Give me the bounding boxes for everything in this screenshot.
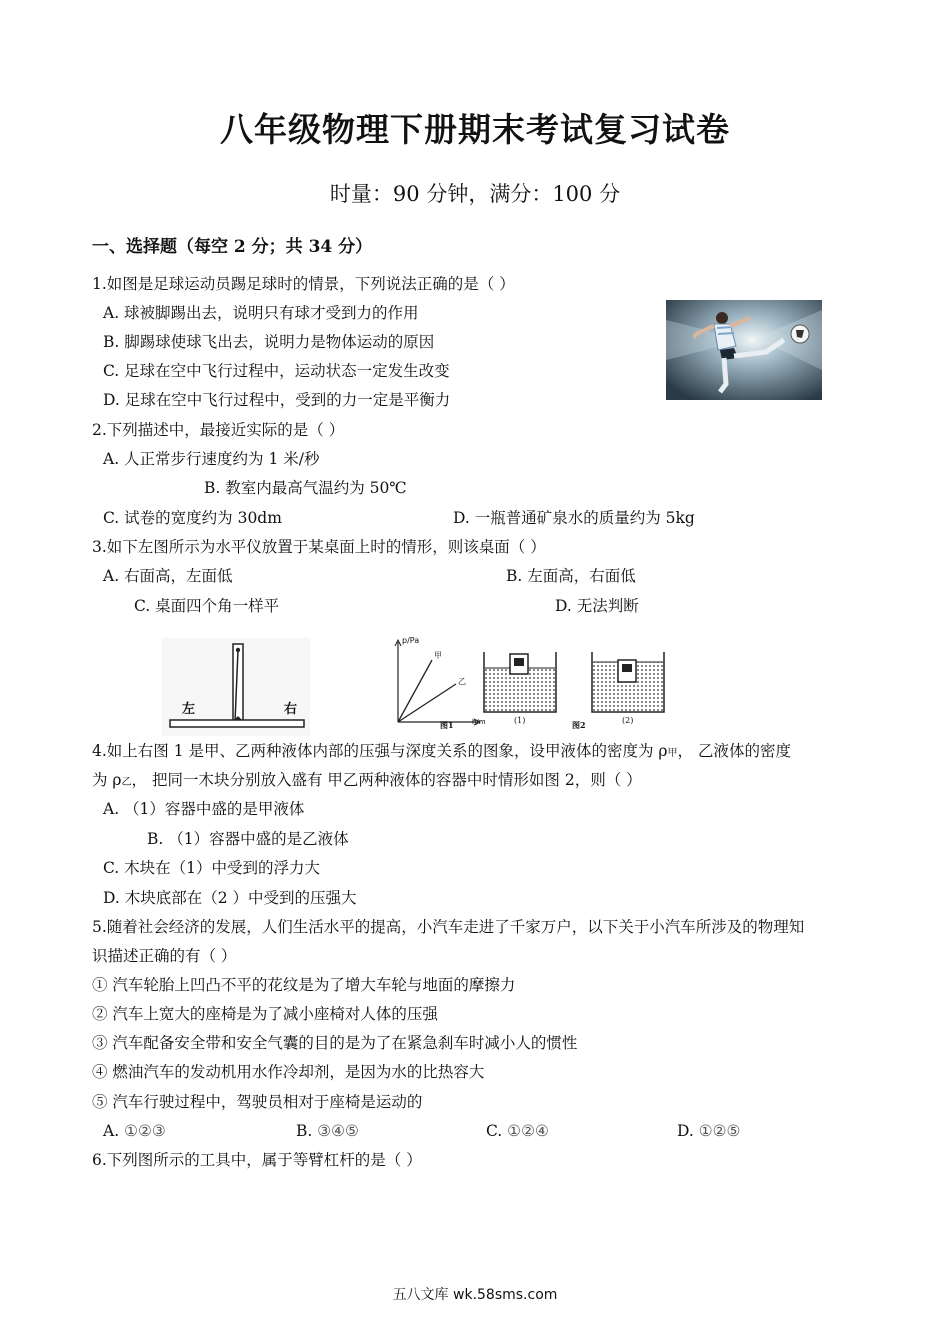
container2-label: (2) <box>622 716 634 725</box>
q3-option-b: B. 左面高，右面低 <box>506 567 636 585</box>
spirit-level-figure <box>162 638 310 736</box>
q5-option-b <box>296 1121 359 1141</box>
q4-option-d: D. 木块底部在（2 ）中受到的压强大 <box>103 889 357 907</box>
fig1-caption: 图1 <box>440 720 454 730</box>
q1-option-a: A. 球被脚踢出去，说明只有球才受到力的作用 <box>103 304 419 322</box>
pressure-axis-label: p/Pa <box>402 636 420 645</box>
soccer-player-photo <box>666 300 822 400</box>
q1-option-c: C. 足球在空中飞行过程中，运动状态一定发生改变 <box>103 362 450 380</box>
q4-option-a: A. （1）容器中盛的是甲液体 <box>103 800 305 818</box>
q5-stem-line1: 5.随着社会经济的发展，人们生活水平的提高，小汽车走进了千家万户，以下关于小汽车所涉及的物理知 <box>92 918 805 936</box>
q2-stem: 2.下列描述中，最接近实际的是（ ） <box>92 421 345 439</box>
q5-item-5: ⑤ 汽车行驶过程中，驾驶员相对于座椅是运动的 <box>92 1093 423 1111</box>
q4-stem2-tail: ， 把同一木块分别放入盛有 甲乙两种液体的容器中时情形如图 2，则（ ） <box>131 771 642 789</box>
q5-option-b-text: ③④⑤ <box>317 1122 359 1140</box>
q5-option-d <box>677 1121 740 1141</box>
page-title: 八年级物理下册期末考试复习试卷 <box>220 110 730 149</box>
q4-sub-jia: 甲 <box>667 748 678 759</box>
q5-option-d-label: D. <box>677 1122 694 1140</box>
line-jia-label: 甲 <box>434 651 442 660</box>
q5-option-a <box>103 1121 166 1141</box>
q2-option-a: A. 人正常步行速度约为 1 米/秒 <box>103 450 320 468</box>
q5-option-c <box>486 1121 549 1141</box>
pressure-depth-figure <box>388 636 668 732</box>
q5-stem-line2: 识描述正确的有（ ） <box>92 947 237 965</box>
q5-option-c-label: C. <box>486 1122 503 1140</box>
q4-sub-yi: 乙 <box>121 777 132 788</box>
q3-option-a: A. 右面高，左面低 <box>103 567 233 585</box>
depth-axis-label: h/m <box>472 718 486 726</box>
q3-stem: 3.如下左图所示为水平仪放置于某桌面上时的情形，则该桌面（ ） <box>92 538 546 556</box>
q5-item-4: ④ 燃油汽车的发动机用水作冷却剂，是因为水的比热容大 <box>92 1063 485 1081</box>
q5-item-3: ③ 汽车配备安全带和安全气囊的目的是为了在紧急刹车时减小人的惯性 <box>92 1034 578 1052</box>
q5-option-a-label: A. <box>103 1122 120 1140</box>
q5-option-b-label: B. <box>296 1122 313 1140</box>
fig2-caption: 图2 <box>572 720 586 730</box>
q5-option-a-text: ①②③ <box>124 1122 166 1140</box>
q3-option-d: D. 无法判断 <box>555 597 639 615</box>
q4-stem-line1 <box>92 741 791 764</box>
q1-stem: 1.如图是足球运动员踢足球时的情景，下列说法正确的是（ ） <box>92 275 515 293</box>
line-yi-label: 乙 <box>458 677 466 686</box>
q5-option-d-text: ①②⑤ <box>698 1122 741 1140</box>
level-right-label: 右 <box>284 702 298 717</box>
q5-item-2: ② 汽车上宽大的座椅是为了减小座椅对人体的压强 <box>92 1005 438 1023</box>
q2-option-d: D. 一瓶普通矿泉水的质量约为 5kg <box>453 509 695 527</box>
footer-watermark: 五八文库 wk.58sms.com <box>392 1287 558 1303</box>
q3-option-c: C. 桌面四个角一样平 <box>134 597 280 615</box>
q4-stem-line2 <box>92 770 642 793</box>
q4-stem1-tail: ， 乙液体的密度 <box>677 742 791 760</box>
section-heading: 一、选择题（每空 2 分；共 34 分） <box>92 237 373 257</box>
q2-option-c: C. 试卷的宽度约为 30dm <box>103 509 282 527</box>
q2-option-b: B. 教室内最高气温约为 50℃ <box>204 479 407 497</box>
q4-option-b: B. （1）容器中盛的是乙液体 <box>147 830 349 848</box>
q5-option-c-text: ①②④ <box>507 1122 549 1140</box>
q1-option-b: B. 脚踢球使球飞出去，说明力是物体运动的原因 <box>103 333 435 351</box>
q4-option-c: C. 木块在（1）中受到的浮力大 <box>103 859 321 877</box>
q1-option-d: D. 足球在空中飞行过程中，受到的力一定是平衡力 <box>103 391 451 409</box>
q4-stem1-text: 4.如上右图 1 是甲、乙两种液体内部的压强与深度关系的图象，设甲液体的密度为 ρ <box>92 742 668 760</box>
exam-info: 时量：90 分钟，满分：100 分 <box>329 182 621 206</box>
q4-stem2-text: 为 ρ <box>92 771 122 789</box>
level-left-label: 左 <box>182 702 196 717</box>
q6-stem: 6.下列图所示的工具中，属于等臂杠杆的是（ ） <box>92 1151 422 1169</box>
container1-label: (1) <box>514 716 526 725</box>
q5-item-1: ① 汽车轮胎上凹凸不平的花纹是为了增大车轮与地面的摩擦力 <box>92 976 516 994</box>
